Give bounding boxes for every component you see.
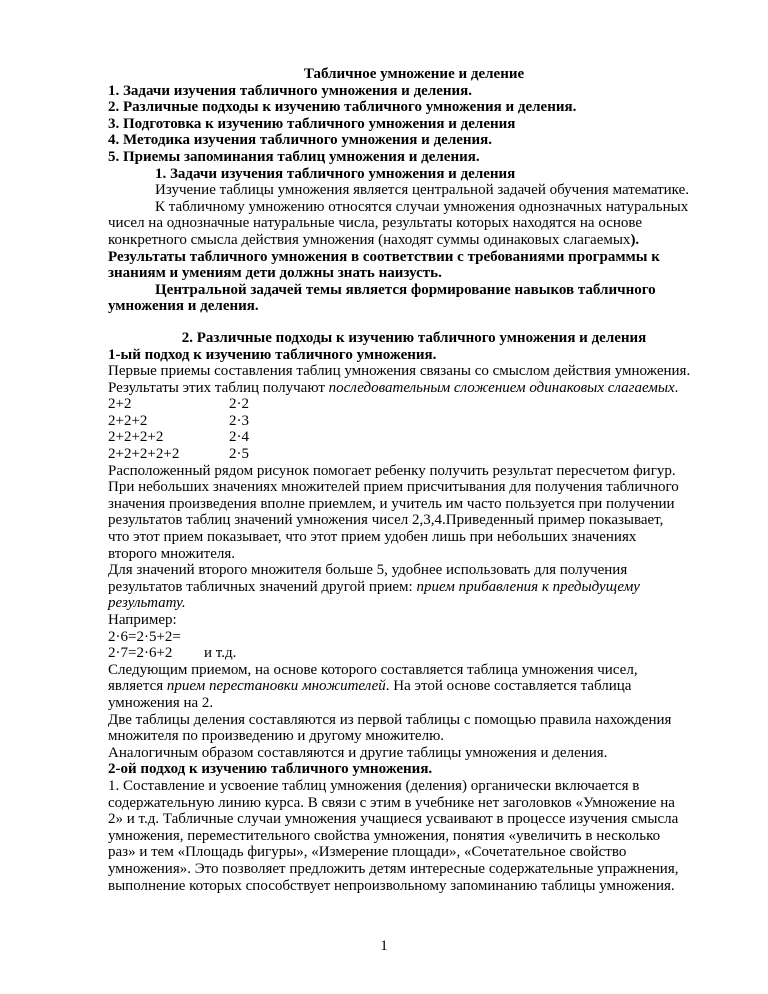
paragraph-line: что этот прием показывает, что этот прием удобен лишь при небольших значениях [108,529,637,546]
spacer [108,315,720,330]
paragraph-line: результатов табличных значений другой прием: прием прибавления к предыдущему [108,578,640,595]
paragraph-line: Центральной задачей темы является формирование навыков табличного [155,281,656,298]
paragraph-line: знаниям и умениям дети должны знать наизусть. [108,265,442,282]
paragraph-line: содержательную линию курса. В связи с этим в учебнике нет заголовков «Умножение на [108,794,675,811]
example-row: 2+2+2 2·3 [108,412,249,429]
paragraph: Изучение таблицы умножения является центральной задачей обучения математике. [155,182,690,199]
page-number: 1 [380,938,388,954]
toc-item-4: 4. Методика изучения табличного умножения и деления. [108,132,493,149]
paragraph-line: умножения и деления. [108,298,259,315]
toc-item-3: 3. Подготовка к изучению табличного умножения и деления [108,115,516,132]
paragraph-line: 1. Составление и усвоение таблиц умножения (деления) органически включается в [108,777,640,794]
example-line: 2·6=2·5+2= [108,628,181,645]
example-row: 2+2+2+2 2·4 [108,429,249,446]
toc-item-2: 2. Различные подходы к изучению табличного умножения и деления. [108,99,577,116]
paragraph-line: результату. [108,595,186,612]
paragraph-line: Аналогичным образом составляются и другие таблицы умножения и деления. [108,744,608,761]
example-line: 2·7=2·6+2 и т.д. [108,645,237,662]
paragraph-line: выполнение которых способствует непроизвольному запоминанию таблицы умножения. [108,877,675,894]
paragraph-line: множителя по произведению и другому множителю. [108,728,445,745]
example-row: 2+2 2·2 [108,396,249,413]
paragraph-line: является прием перестановки множителей. На этой основе составляется таблица [108,678,632,695]
paragraph-line: Первые приемы составления таблиц умножения связаны со смыслом действия умножения. [108,363,691,380]
paragraph-line: раз» и тем «Площадь фигуры», «Измерение площади», «Сочетательное свойство [108,844,627,861]
paragraph-line: значения произведения вполне приемлем, и учитель им часто пользуется при получении [108,495,675,512]
document-page [108,66,720,894]
section-1-heading: 1. Задачи изучения табличного умножения и деления [155,165,516,182]
section-2-heading: 2. Различные подходы к изучению табличного умножения и деления [181,329,647,346]
paragraph-line: Следующим приемом, на основе которого составляется таблица умножения чисел, [108,661,638,678]
paragraph-line: умножения». Это позволяет предложить детям интересные содержательные упражнения, [108,860,679,877]
paragraph-line: второго множителя. [108,545,235,562]
paragraph-line: умножения на 2. [108,694,214,711]
paragraph-line: Для значений второго множителя больше 5, удобнее использовать для получения [108,562,628,579]
paragraph-line: результатов таблиц значений умножения чисел 2,3,4.Приведенный пример показывает, [108,512,664,529]
subheading-approach-1: 1-ый подход к изучению табличного умножения. [108,346,437,363]
paragraph-line: конкретного смысла действия умножения (находят суммы одинаковых слагаемых). [108,231,640,248]
paragraph-line: Результаты этих таблиц получают последовательным сложением одинаковых слагаемых. [108,379,679,396]
example-label: Например: [108,612,177,628]
paragraph-line: К табличному умножению относятся случаи умножения однозначных натуральных [155,198,689,215]
example-row: 2+2+2+2+2 2·5 [108,446,249,463]
paragraph-line: При небольших значениях множителей прием присчитывания для получения табличного [108,479,679,496]
document-title: Табличное умножение и деление [303,66,525,82]
toc-item-5: 5. Приемы запоминания таблиц умножения и деления. [108,148,480,165]
toc-item-1: 1. Задачи изучения табличного умножения и деления. [108,82,473,99]
paragraph-line: 2» и т.д. Табличные случаи умножения учащиеся усваивают в процессе изучения смысла [108,811,679,828]
paragraph-line: Расположенный рядом рисунок помогает ребенку получить результат пересчетом фигур. [108,462,676,479]
paragraph-line: Две таблицы деления составляются из первой таблицы с помощью правила нахождения [108,711,672,728]
paragraph-line: Результаты табличного умножения в соответствии с требованиями программы к [108,248,660,265]
paragraph-line: умножения, переместительного свойства умножения, понятия «увеличить в несколько [108,827,661,844]
paragraph-line: чисел на однозначные натуральные числа, результаты которых находятся на основе [108,215,643,232]
subheading-approach-2: 2-ой подход к изучению табличного умножения. [108,761,433,778]
